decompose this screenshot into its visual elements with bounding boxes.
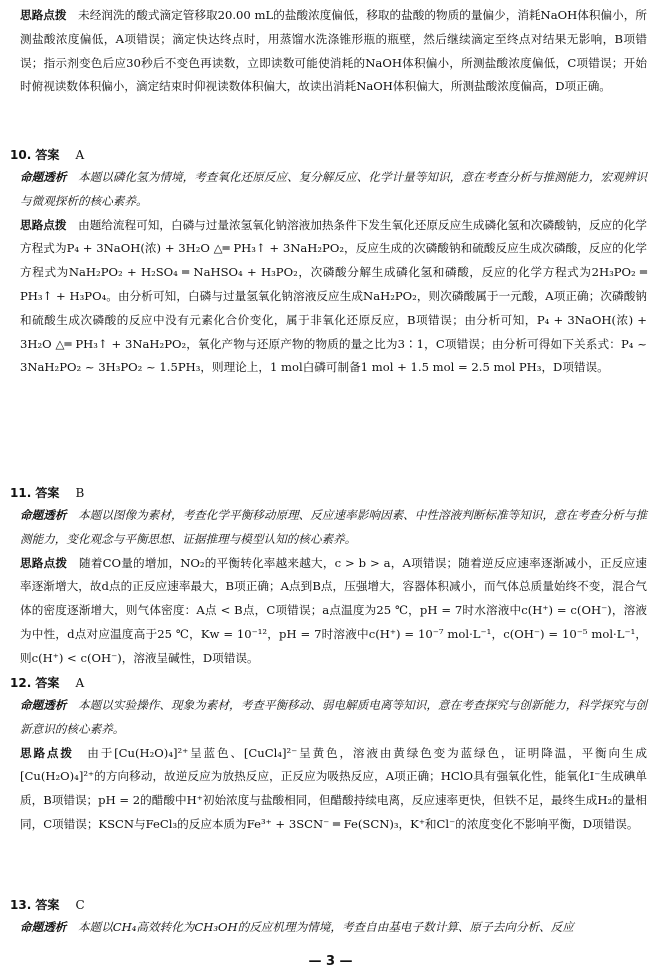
q12-answer: A <box>75 676 85 690</box>
q9-text: 未经润洗的酸式滴定管移取20.00 mL的盐酸浓度偏低，移取的盐酸的物质的量偏少，消耗NaOH体积偏小，所测盐酸浓度偏低，A项错误；滴定快达终点时，用蒸馏水洗涤锥形瓶的瓶壁，然后继续滴定至终点对结果无影响，B项错误；指示剂变色后应30秒后不变色再读数，立即读数可能使消耗的NaOH体积偏小，所测盐酸浓度偏低，C项错误；开始时俯视读数体积偏小，滴定结束时仰视读数体积偏大，故读出消耗NaOH体积偏大，所测盐酸浓度偏高，D项正确。 <box>20 8 647 94</box>
q10-intent <box>10 166 647 214</box>
q10-analysis <box>10 214 647 381</box>
q10-heading <box>10 144 647 166</box>
q11-heading <box>10 482 647 504</box>
q9-tag: 思路点拨 <box>20 8 67 22</box>
q13-heading <box>10 894 647 916</box>
q9-block <box>10 4 647 99</box>
q12-heading <box>10 672 647 694</box>
q12-text1: 本题以实验操作、现象为素材，考查平衡移动、弱电解质电离等知识，意在考查探究与创新能力，科学探究与创新意识的核心素养。 <box>20 698 647 736</box>
q12-head: 12. 答案 <box>10 676 60 690</box>
q11-tag2: 思路点拨 <box>20 555 68 570</box>
q13-tag1: 命题透析 <box>20 920 67 934</box>
q11-tag1: 命题透析 <box>20 508 67 522</box>
q12-intent <box>10 694 647 742</box>
q10-tag2: 思路点拨 <box>20 217 67 232</box>
q11-text1: 本题以图像为素材，考查化学平衡移动原理、反应速率影响因素、中性溶液判断标准等知识，意在考查分析与推测能力，变化观念与平衡思想、证据推理与模型认知的核心素养。 <box>20 508 647 546</box>
q11-head: 11. 答案 <box>10 486 60 500</box>
q9-analysis <box>10 4 647 99</box>
q13-intent <box>10 916 647 940</box>
q12-block <box>10 672 647 837</box>
q11-answer: B <box>75 486 85 500</box>
q11-analysis <box>10 552 647 671</box>
q10-tag1: 命题透析 <box>20 170 67 184</box>
q10-text2: 由题给流程可知，白磷与过量浓氢氧化钠溶液加热条件下发生氧化还原反应生成磷化氢和次磷酸钠，反应的化学方程式为P₄ + 3NaOH(浓) + 3H₂O △═ PH₃↑ + 3NaH₂PO₂，反应生成的次磷酸钠和硫酸反应生成次磷酸，反应的化学方程式为NaH₂PO₂ + H₂SO₄ ═ NaHSO₄ + H₃PO₂，次磷酸分解生成磷化氢和磷酸，反应的化学方程式为2H₃PO₂ ═ PH₃↑ + H₃PO₄。由分析可知，白磷与过量氢氧化钠溶液反应生成NaH₂PO₂，则次磷酸属于一元酸，A项正确；次磷酸钠和硫酸生成次磷酸的反应中没有元素化合价变化，属于非氧化还原反应，B项错误；由分析可知，P₄ + 3NaOH(浓) + 3H₂O △═ PH₃↑ + 3NaH₂PO₂，氧化产物与还原产物的物质的量之比为3∶1，C项错误；由分析可得如下关系式：P₄ ~ 3NaH₂PO₂ ~ 3H₃PO₂ ~ 1.5PH₃，则理论上，1 mol白磷可制备1 mol + 1.5 mol = 2.5 mol PH₃，D项错误。 <box>20 217 647 375</box>
page-number: — 3 — <box>308 954 353 969</box>
q12-tag2: 思路点拨 <box>20 745 74 760</box>
q11-text2: 随着CO量的增加，NO₂的平衡转化率越来越大，c > b > a，A项错误；随着逆反应速率逐渐减小，正反应速率逐渐增大，故d点的正反应速率最大，B项正确；A点到B点，压强增大，容器体积减小，而气体总质量始终不变，混合气体的密度逐渐增大，则气体密度：A点 < B点，C项错误；a点温度为25 ℃，pH = 7时水溶液中c(H⁺) = c(OH⁻)，溶液为中性，d点对应温度高于25 ℃，Kw = 10⁻¹²，pH = 7时溶液中c(H⁺) = 10⁻⁷ mol·L⁻¹，c(OH⁻) = 10⁻⁵ mol·L⁻¹，则c(H⁺) < c(OH⁻)，溶液呈碱性，D项错误。 <box>20 555 647 665</box>
q12-tag1: 命题透析 <box>20 698 67 712</box>
q13-answer: C <box>75 898 85 912</box>
q10-block <box>10 144 647 380</box>
q12-text2: 由于[Cu(H₂O)₄]²⁺呈蓝色、[CuCl₄]²⁻呈黄色，溶液由黄绿色变为蓝绿色，证明降温，平衡向生成[Cu(H₂O)₄]²⁺的方向移动，故逆反应为放热反应，正反应为吸热反应，A项正确；HClO具有强氧化性，能氧化I⁻生成碘单质，B项错误；pH = 2的醋酸中H⁺初始浓度与盐酸相同，但醋酸持续电离，反应速率更快，但铁不足，最终生成H₂的量相同，C项错误；KSCN与FeCl₃的反应本质为Fe³⁺ + 3SCN⁻ ═ Fe(SCN)₃，K⁺和Cl⁻的浓度变化不影响平衡，D项错误。 <box>20 745 647 831</box>
q12-analysis <box>10 742 647 837</box>
q10-answer: A <box>75 148 85 162</box>
q10-text1: 本题以磷化氢为情境，考查氧化还原反应、复分解反应、化学计量等知识，意在考查分析与推测能力，宏观辨识与微观探析的核心素养。 <box>20 170 647 208</box>
q13-block <box>10 894 647 940</box>
q13-head: 13. 答案 <box>10 898 60 912</box>
q11-block <box>10 482 647 671</box>
q10-head: 10. 答案 <box>10 148 60 162</box>
q11-intent <box>10 504 647 552</box>
q13-text1: 本题以CH₄高效转化为CH₃OH的反应机理为情境，考查自由基电子数计算、原子去向分析、反应 <box>78 920 574 934</box>
